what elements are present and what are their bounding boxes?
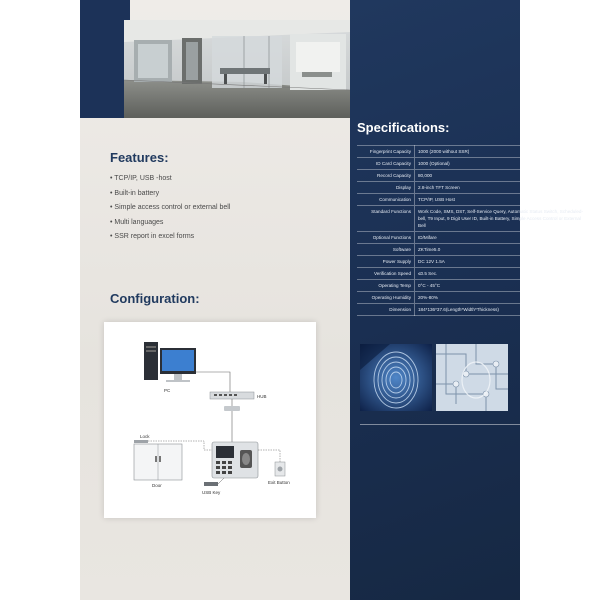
spec-value: ≤0.5 Sec. bbox=[415, 268, 590, 280]
features-heading: Features: bbox=[110, 150, 169, 165]
feature-item: • Built-in battery bbox=[110, 189, 160, 197]
spec-value: 80,000 bbox=[415, 170, 590, 182]
spec-row bbox=[357, 146, 589, 158]
feature-item: • Multi languages bbox=[110, 218, 164, 226]
pc-label: PC bbox=[164, 388, 171, 393]
spec-key: Record Capacity bbox=[357, 170, 415, 182]
specifications-heading: Specifications: bbox=[357, 120, 450, 135]
spec-value: ID/Mifare bbox=[415, 232, 590, 244]
spec-value: 20%-80% bbox=[415, 292, 590, 304]
terminal-device-icon bbox=[212, 442, 258, 478]
spec-key: Optional Functions bbox=[357, 232, 415, 244]
spec-key: Software bbox=[357, 244, 415, 256]
banner-accent bbox=[80, 0, 130, 118]
spec-value: 184*136*37.6(Length*Width*Thickness) bbox=[415, 304, 590, 316]
spec-row bbox=[357, 170, 589, 182]
feature-item: • TCP/IP, USB -host bbox=[110, 175, 172, 182]
usb-key-icon bbox=[204, 482, 218, 486]
spec-key: Standard Functions bbox=[357, 206, 415, 232]
spec-key: Operating Temp bbox=[357, 280, 415, 292]
office-photo bbox=[124, 20, 350, 118]
specifications-table bbox=[357, 145, 589, 316]
monitor-icon bbox=[160, 348, 196, 382]
spec-row bbox=[357, 244, 589, 256]
spec-value: Work Code, SMS, DST, Self-Service Query, Automatic Status Switch, Scheduled-bell, T9 Input, 9 Digit User ID, Built-in Battery, Simple Access Control or External Bell bbox=[415, 206, 590, 232]
spec-row bbox=[357, 280, 589, 292]
feature-images bbox=[360, 344, 582, 411]
door-icon bbox=[134, 444, 182, 480]
spec-key: ID Card Capacity bbox=[357, 158, 415, 170]
spec-key: Communication bbox=[357, 194, 415, 206]
fingerprint-image bbox=[360, 344, 432, 411]
spec-value: 1000 (Optional) bbox=[415, 158, 590, 170]
spec-row bbox=[357, 206, 589, 232]
cable-connector-icon bbox=[224, 406, 240, 411]
spec-value: 1000 (2000 without SSR) bbox=[415, 146, 590, 158]
spec-key: Operating Humidity bbox=[357, 292, 415, 304]
feature-item: • Simple access control or external bell bbox=[110, 204, 231, 211]
exit-button-icon bbox=[275, 462, 285, 476]
exit-button-label: Exit Button bbox=[268, 480, 290, 485]
spec-row bbox=[357, 194, 589, 206]
configuration-heading: Configuration: bbox=[110, 291, 200, 306]
divider bbox=[360, 424, 582, 425]
feature-item: • SSR report in excel forms bbox=[110, 233, 195, 240]
spec-value: 0°C - 45°C bbox=[415, 280, 590, 292]
spec-key: Power Supply bbox=[357, 256, 415, 268]
features-list bbox=[110, 172, 230, 245]
circuit-image bbox=[436, 344, 508, 411]
hub-icon bbox=[210, 392, 254, 399]
lock-icon bbox=[134, 440, 148, 443]
spec-row bbox=[357, 292, 589, 304]
spec-row bbox=[357, 304, 589, 316]
brochure-page bbox=[80, 0, 584, 600]
spec-row bbox=[357, 182, 589, 194]
spec-key: Verification Speed bbox=[357, 268, 415, 280]
configuration-diagram bbox=[104, 322, 316, 518]
spec-value: ZKTime5.0 bbox=[415, 244, 590, 256]
spec-key: Dimension bbox=[357, 304, 415, 316]
spec-value: 2.8-inch TFT Screen bbox=[415, 182, 590, 194]
lock-label: Lock bbox=[140, 434, 150, 439]
pc-tower-icon bbox=[144, 342, 158, 380]
door-label: Door bbox=[152, 483, 162, 488]
spec-row bbox=[357, 256, 589, 268]
spec-row bbox=[357, 232, 589, 244]
spec-key: Display bbox=[357, 182, 415, 194]
hub-label: HUB bbox=[257, 394, 267, 399]
spec-row bbox=[357, 158, 589, 170]
spec-key: Fingerprint Capacity bbox=[357, 146, 415, 158]
spec-value: TCP/IP, USB Host bbox=[415, 194, 590, 206]
usb-key-label: USB Key bbox=[202, 490, 221, 495]
spec-value: DC 12V 1.5A bbox=[415, 256, 590, 268]
spec-row bbox=[357, 268, 589, 280]
